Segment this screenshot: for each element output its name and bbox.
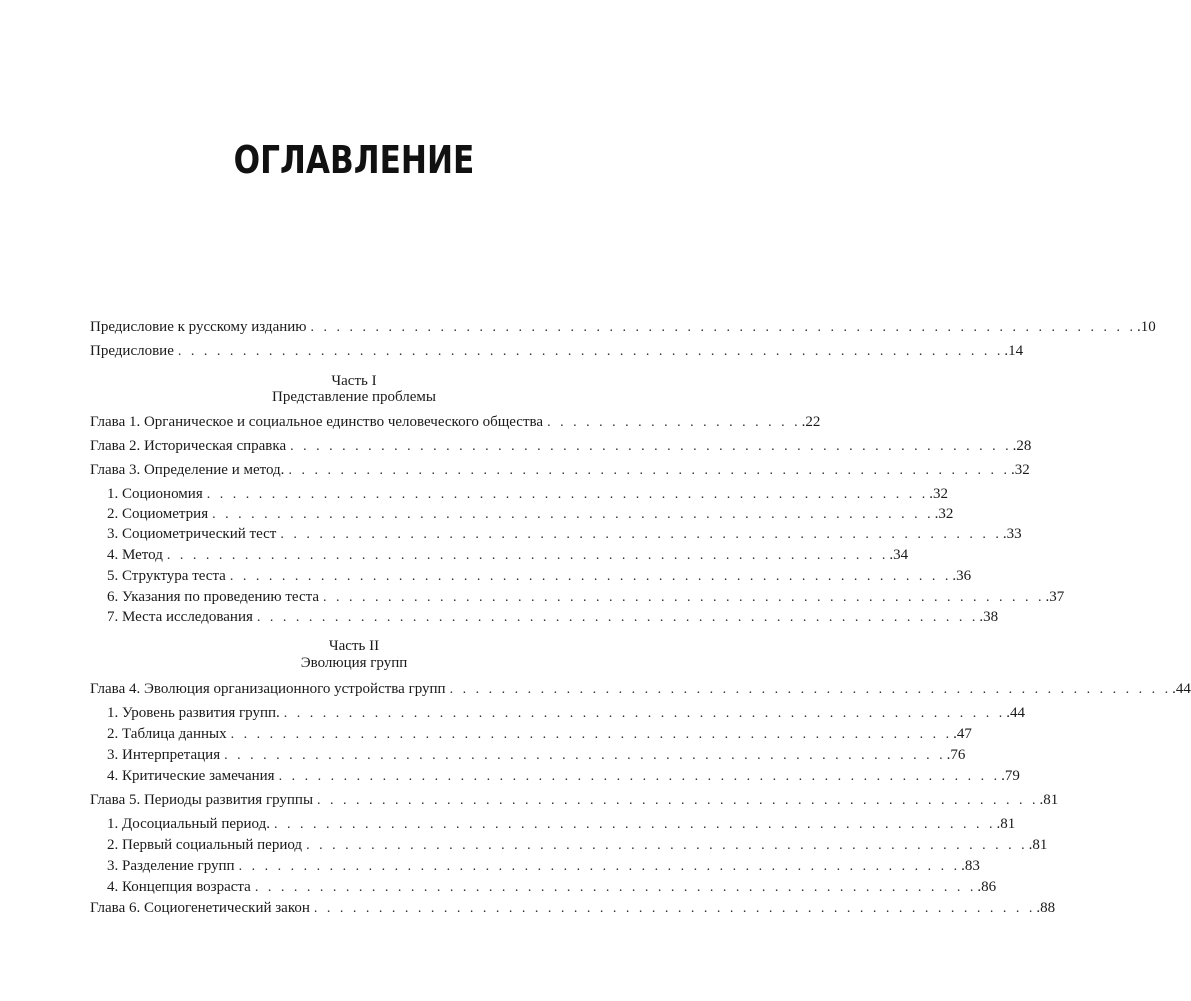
toc-entry-page: .22 bbox=[801, 414, 821, 430]
leader-dots: . . . . . . . . . . . . . . . . . . . . . . . . . . . . . . . . . . . . . . . . . . . . . . . . . . . . . . . . bbox=[283, 706, 1006, 721]
toc-entry-page: .81 bbox=[1028, 837, 1048, 853]
toc-entry-page: .44 bbox=[1172, 681, 1191, 697]
toc-entry-page: .37 bbox=[1045, 589, 1065, 605]
leader-dots: . . . . . . . . . . . . . . . . . . . . . . . . . . . . . . . . . . . . . . . . . . . . . . . . . . . . . . . . bbox=[238, 859, 961, 874]
toc-entry-section[interactable] bbox=[107, 606, 999, 628]
toc-entry-label: Предисловие bbox=[90, 343, 174, 359]
toc-entry-chapter[interactable] bbox=[90, 435, 1032, 457]
toc-entry-section[interactable] bbox=[107, 586, 1065, 608]
leader-dots: . . . . . . . . . . . . . . . . . . . . . . . . . . . . . . . . . . . . . . . . . . . . . . . . . . . . . . . . bbox=[278, 769, 1001, 784]
toc-entry-page: .47 bbox=[953, 726, 972, 742]
toc-entry-page: .32 bbox=[929, 486, 948, 502]
toc-entry-page: .83 bbox=[961, 858, 980, 874]
toc-entry-page: .32 bbox=[934, 506, 954, 522]
toc-entry-foreword-russian[interactable] bbox=[90, 316, 1156, 338]
toc-entry-page: .44 bbox=[1006, 705, 1026, 721]
toc-entry-section[interactable] bbox=[107, 813, 1016, 835]
toc-entry-section[interactable] bbox=[107, 834, 1048, 856]
leader-dots: . . . . . . . . . . . . . . . . . . . . . . . . . . . . . . . . . . . . . . . . . . . . . . . . . . . . . . . . bbox=[230, 727, 953, 742]
toc-entry-label: 1. Досоциальный период. bbox=[107, 816, 270, 832]
toc-entry-chapter[interactable] bbox=[90, 411, 821, 433]
toc-entry-label: Предисловие к русскому изданию bbox=[90, 319, 307, 335]
toc-entry-page: .28 bbox=[1012, 438, 1032, 454]
leader-dots: . . . . . . . . . . . . . . . . . . . . . . . . . . . . . . . . . . . . . . . . . . . . . . . . . . . . . . . . bbox=[212, 507, 934, 522]
toc-entry-label: 2. Социометрия bbox=[107, 506, 209, 522]
toc-entry-section[interactable] bbox=[107, 744, 966, 766]
toc-entry-page: .88 bbox=[1036, 900, 1056, 916]
toc-entry-section[interactable] bbox=[107, 855, 980, 877]
leader-dots: . . . . . . . . . . . . . . . . . . . . . . . . . . . . . . . . . . . . . . . . . . . . . . . . . . . . . . . . bbox=[290, 439, 1012, 454]
toc-entry-label: 7. Места исследования bbox=[107, 609, 253, 625]
part-name: Представление проблемы bbox=[272, 389, 436, 405]
leader-dots: . . . . . . . . . . . . . . . . . . . . . . . . . . . . . . . . . . . . . . . . . . . . . . . . . . . . . . . . bbox=[317, 793, 1039, 808]
toc-entry-label: Глава 6. Социогенетический закон bbox=[90, 900, 310, 916]
leader-dots: . . . . . . . . . . . . . . . . . . . . . . . . . . . . . . . . . . . . . . . . . . . . . . . . . . . . . . . . bbox=[288, 463, 1010, 478]
toc-entry-page: .34 bbox=[889, 547, 909, 563]
toc-entry-label: 6. Указания по проведению теста bbox=[107, 589, 320, 605]
toc-entry-section[interactable] bbox=[107, 876, 997, 898]
toc-entry-label: 3. Разделение групп bbox=[107, 858, 235, 874]
toc-entry-chapter[interactable] bbox=[90, 897, 1056, 919]
toc-entry-section[interactable] bbox=[107, 503, 954, 525]
leader-dots: . . . . . . . . . . . . . . . . . . . . . . . . . . . . . . . . . . . . . . . . . . . . . . . . . . . . . . . . bbox=[256, 610, 979, 625]
toc-entry-foreword[interactable] bbox=[90, 340, 1024, 362]
toc-entry-page: .14 bbox=[1004, 343, 1024, 359]
toc-entry-label: 3. Интерпретация bbox=[107, 747, 221, 763]
toc-entry-label: Глава 1. Органическое и социальное единство человеческого общества bbox=[90, 414, 544, 430]
toc-entry-label: 1. Социономия bbox=[107, 486, 203, 502]
leader-dots: . . . . . . . . . . . . . . . . . . . . . . . . . . . . . . . . . . . . . . . . . . . . . . . . . . . . . . . . bbox=[166, 548, 889, 563]
toc-entry-label: 4. Метод bbox=[107, 547, 163, 563]
leader-dots: . . . . . . . . . . . . . . . . . . . . . . . . . . . . . . . . . . . . . . . . . . . . . . . . . . . . . . . . . . . . . . . . bbox=[177, 344, 1004, 359]
toc-entry-section[interactable] bbox=[107, 702, 1026, 724]
toc-entry-page: .79 bbox=[1001, 768, 1020, 784]
leader-dots: . . . . . . . . . . . . . . . . . . . . bbox=[547, 415, 801, 430]
toc-entry-section[interactable] bbox=[107, 523, 1022, 545]
leader-dots: . . . . . . . . . . . . . . . . . . . . . . . . . . . . . . . . . . . . . . . . . . . . . . . . . . . . . . . . bbox=[313, 901, 1036, 916]
leader-dots: . . . . . . . . . . . . . . . . . . . . . . . . . . . . . . . . . . . . . . . . . . . . . . . . . . . . . . . . bbox=[206, 487, 929, 502]
toc-entry-label: 4. Концепция возраста bbox=[107, 879, 251, 895]
toc-entry-page: .38 bbox=[979, 609, 999, 625]
toc-entry-page: .32 bbox=[1010, 462, 1030, 478]
toc-entry-page: .86 bbox=[977, 879, 997, 895]
toc-entry-section[interactable] bbox=[107, 483, 948, 505]
toc-entry-section[interactable] bbox=[107, 765, 1020, 787]
leader-dots: . . . . . . . . . . . . . . . . . . . . . . . . . . . . . . . . . . . . . . . . . . . . . . . . . . . . . . . . bbox=[273, 817, 996, 832]
toc-entry-label: Глава 3. Определение и метод. bbox=[90, 462, 285, 478]
toc-entry-chapter[interactable] bbox=[90, 459, 1030, 481]
toc-entry-chapter[interactable] bbox=[90, 678, 1191, 700]
toc-entry-page: .10 bbox=[1136, 319, 1156, 335]
leader-dots: . . . . . . . . . . . . . . . . . . . . . . . . . . . . . . . . . . . . . . . . . . . . . . . . . . . . . . . . . . . . . . . . bbox=[310, 320, 1136, 335]
toc-entry-page: .36 bbox=[952, 568, 972, 584]
leader-dots: . . . . . . . . . . . . . . . . . . . . . . . . . . . . . . . . . . . . . . . . . . . . . . . . . . . . . . . . bbox=[323, 590, 1045, 605]
page-title: ОГЛАВЛЕНИЕ bbox=[233, 138, 475, 182]
part-number: Часть I bbox=[331, 373, 377, 389]
toc-entry-label: 4. Критические замечания bbox=[107, 768, 275, 784]
leader-dots: . . . . . . . . . . . . . . . . . . . . . . . . . . . . . . . . . . . . . . . . . . . . . . . . . . . . . . . . bbox=[224, 748, 946, 763]
toc-entry-label: Глава 4. Эволюция организационного устройства групп bbox=[90, 681, 446, 697]
leader-dots: . . . . . . . . . . . . . . . . . . . . . . . . . . . . . . . . . . . . . . . . . . . . . . . . . . . . . . . . bbox=[254, 880, 977, 895]
leader-dots: . . . . . . . . . . . . . . . . . . . . . . . . . . . . . . . . . . . . . . . . . . . . . . . . . . . . . . . . bbox=[229, 569, 952, 584]
part-name: Эволюция групп bbox=[300, 655, 408, 671]
part-number: Часть II bbox=[328, 638, 380, 654]
toc-entry-section[interactable] bbox=[107, 544, 909, 566]
toc-entry-label: Глава 5. Периоды развития группы bbox=[90, 792, 314, 808]
toc-entry-label: 2. Первый социальный период bbox=[107, 837, 303, 853]
toc-entry-label: 1. Уровень развития групп. bbox=[107, 705, 280, 721]
toc-entry-label: 3. Социометрический тест bbox=[107, 526, 277, 542]
toc-entry-chapter[interactable] bbox=[90, 789, 1059, 811]
leader-dots: . . . . . . . . . . . . . . . . . . . . . . . . . . . . . . . . . . . . . . . . . . . . . . . . . . . . . . . . bbox=[449, 682, 1172, 697]
toc-entry-page: .81 bbox=[996, 816, 1016, 832]
toc-entry-label: Глава 2. Историческая справка bbox=[90, 438, 287, 454]
toc-entry-section[interactable] bbox=[107, 565, 972, 587]
leader-dots: . . . . . . . . . . . . . . . . . . . . . . . . . . . . . . . . . . . . . . . . . . . . . . . . . . . . . . . . bbox=[306, 838, 1028, 853]
toc-entry-page: .81 bbox=[1039, 792, 1059, 808]
toc-entry-page: .33 bbox=[1002, 526, 1022, 542]
toc-entry-section[interactable] bbox=[107, 723, 972, 745]
toc-entry-label: 2. Таблица данных bbox=[107, 726, 227, 742]
toc-entry-label: 5. Структура теста bbox=[107, 568, 226, 584]
leader-dots: . . . . . . . . . . . . . . . . . . . . . . . . . . . . . . . . . . . . . . . . . . . . . . . . . . . . . . . . bbox=[280, 527, 1002, 542]
toc-entry-page: .76 bbox=[946, 747, 966, 763]
